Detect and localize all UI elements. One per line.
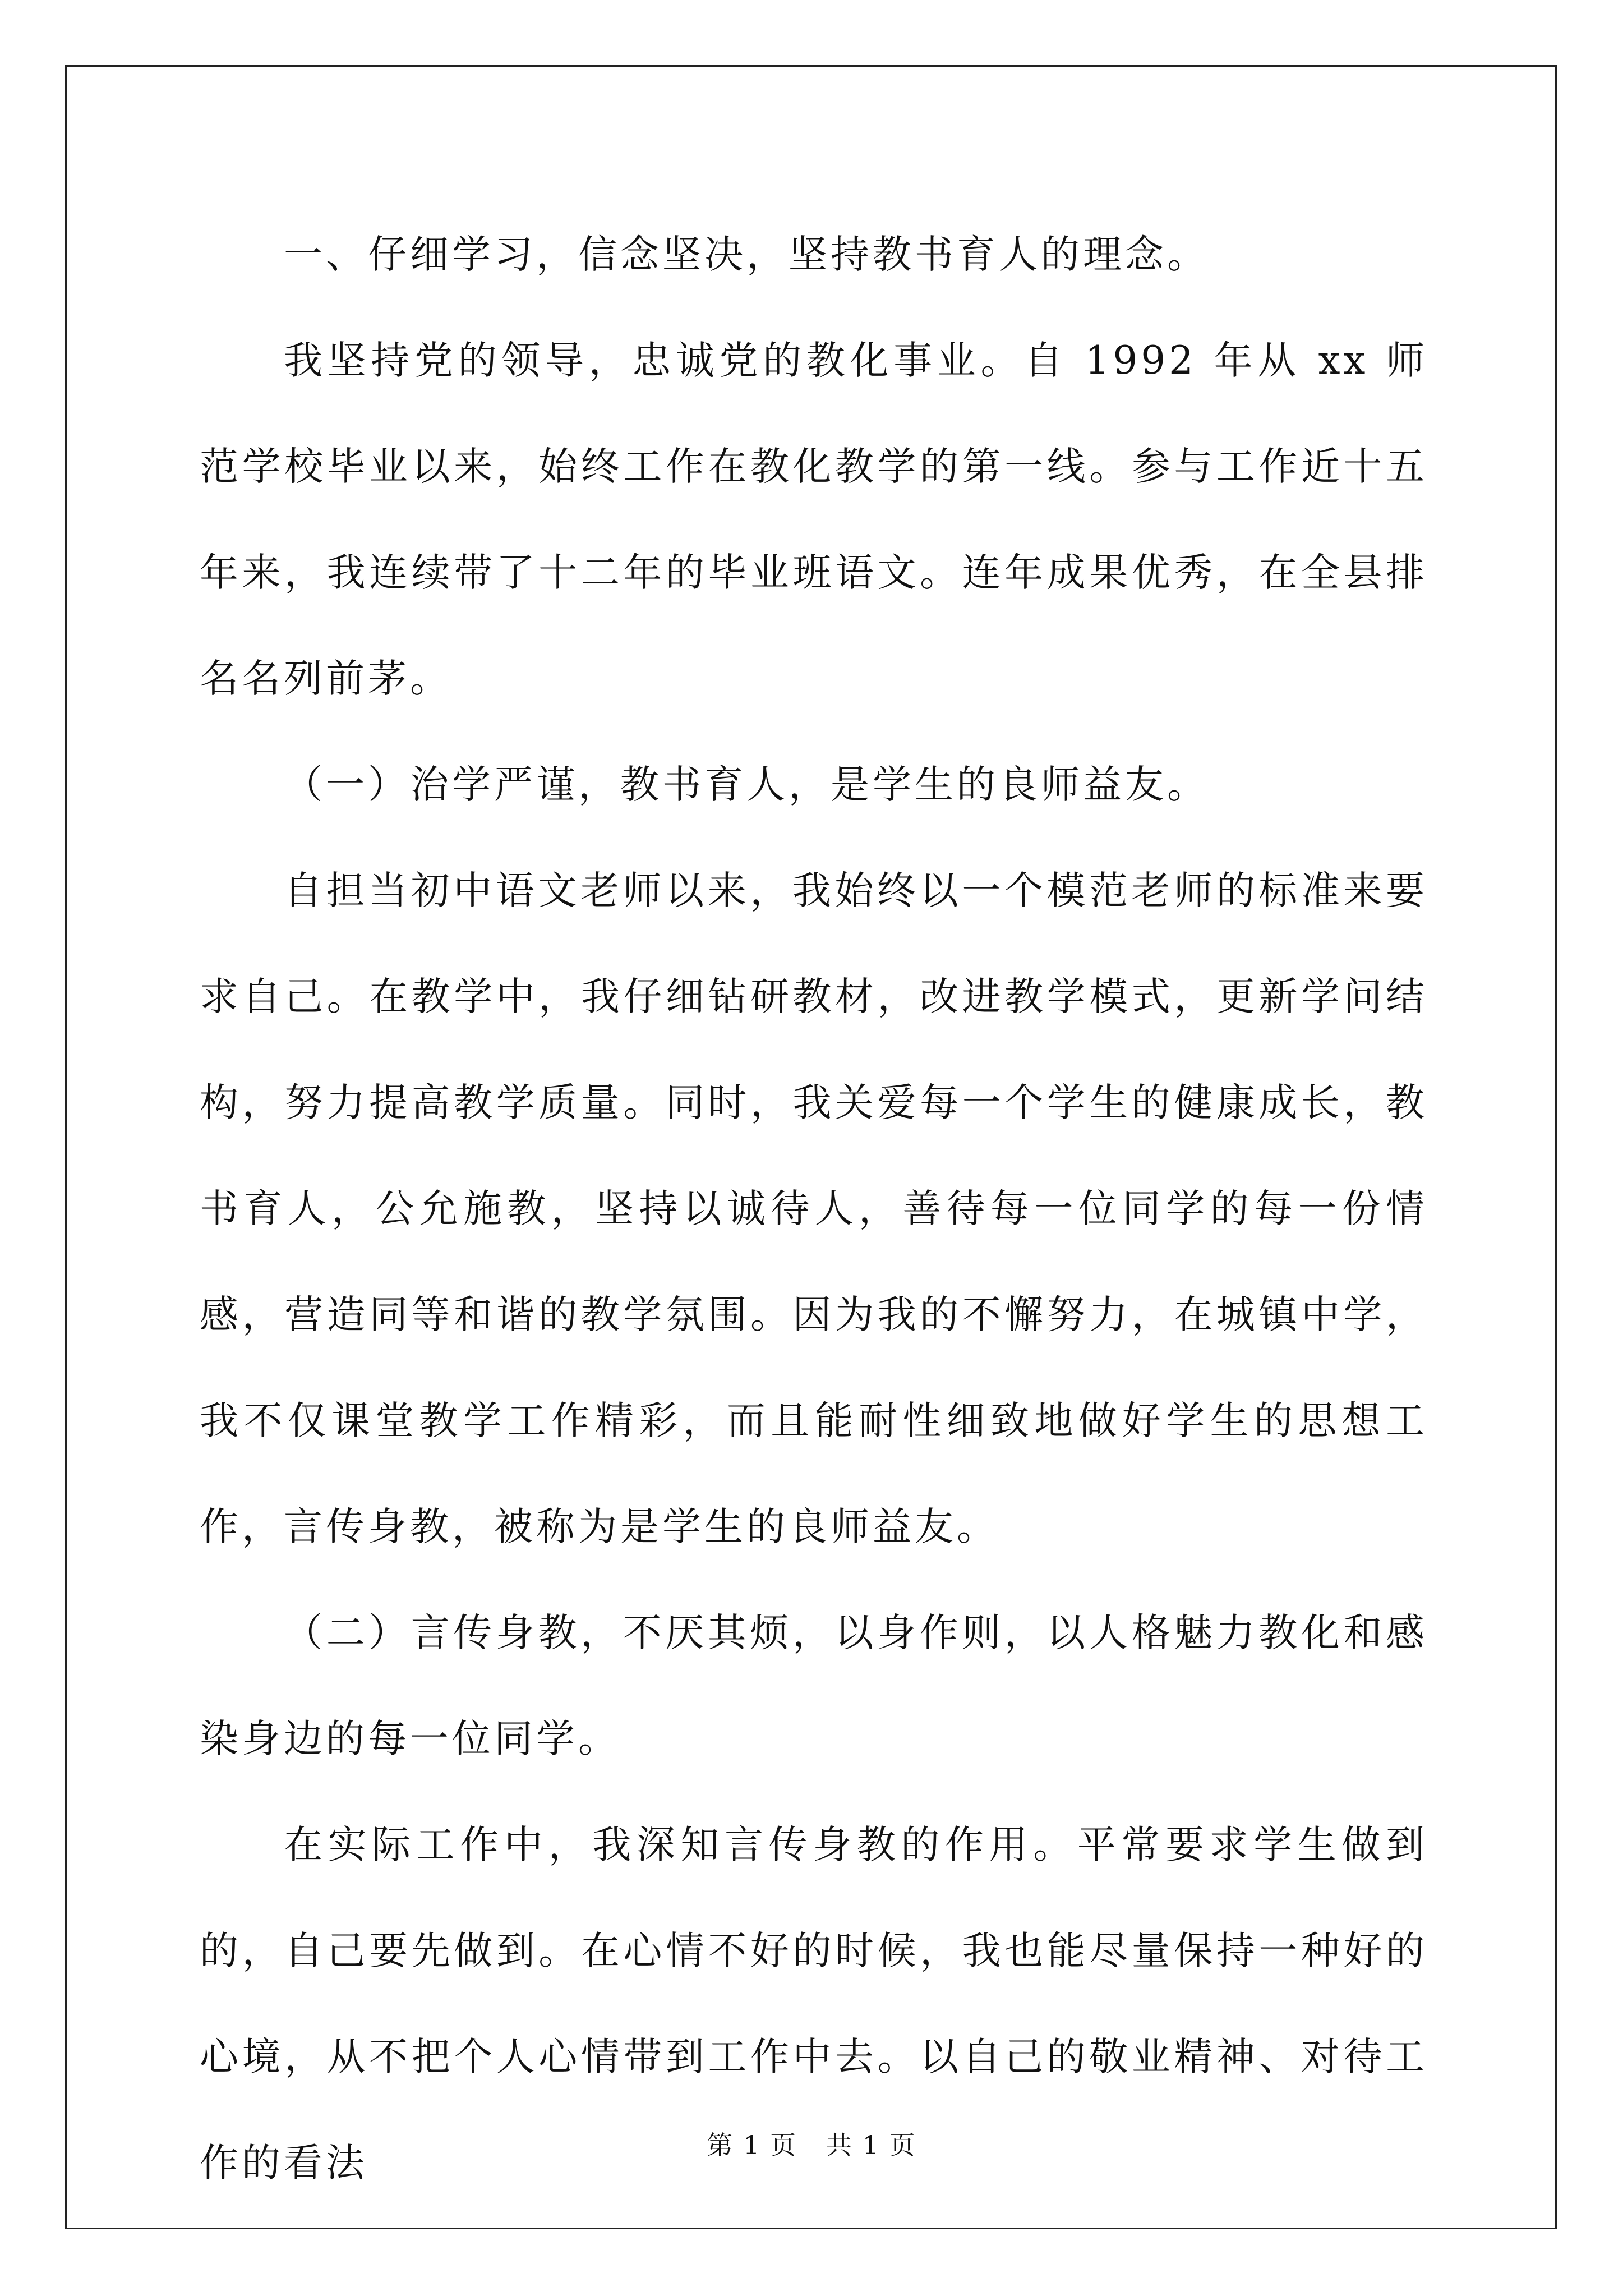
- page-total: 共 1 页: [826, 2130, 916, 2160]
- document-body: [200, 202, 1428, 2216]
- body-paragraph: 自担当初中语文老师以来，我始终以一个模范老师的标准来要求自己。在教学中，我仔细钻研教材，改进教学模式，更新学问结构，努力提高教学质量。同时，我关爱每一个学生的健康成长，教书育人，公允施教，坚持以诚待人，善待每一位同学的每一份情感，营造同等和谐的教学氛围。因为我的不懈努力，在城镇中学，我不仅课堂教学工作精彩，而且能耐性细致地做好学生的思想工作，言传身教，被称为是学生的良师益友。: [200, 868, 1428, 1549]
- subsection-heading-2: （二）言传身教，不厌其烦，以身作则，以人格魅力教化和感染身边的每一位同学。: [200, 1611, 1428, 1761]
- page-number: 第 1 页: [707, 2130, 797, 2160]
- section-heading-1: 一、仔细学习，信念坚决，坚持教书育人的理念。: [284, 232, 1209, 277]
- subsection-heading-1: （一）治学严谨，教书育人，是学生的良师益友。: [284, 762, 1209, 807]
- body-paragraph: 我坚持党的领导，忠诚党的教化事业。自 1992 年从 xx 师范学校毕业以来，始终工作在教化教学的第一线。参与工作近十五年来，我连续带了十二年的毕业班语文。连年成果优秀，在全县排名名列前茅。: [200, 338, 1428, 701]
- page-footer: [0, 2125, 1623, 2162]
- body-paragraph: 在实际工作中，我深知言传身教的作用。平常要求学生做到的，自己要先做到。在心情不好的时候，我也能尽量保持一种好的心境，从不把个人心情带到工作中去。以自己的敬业精神、对待工作的看法: [200, 1823, 1428, 2185]
